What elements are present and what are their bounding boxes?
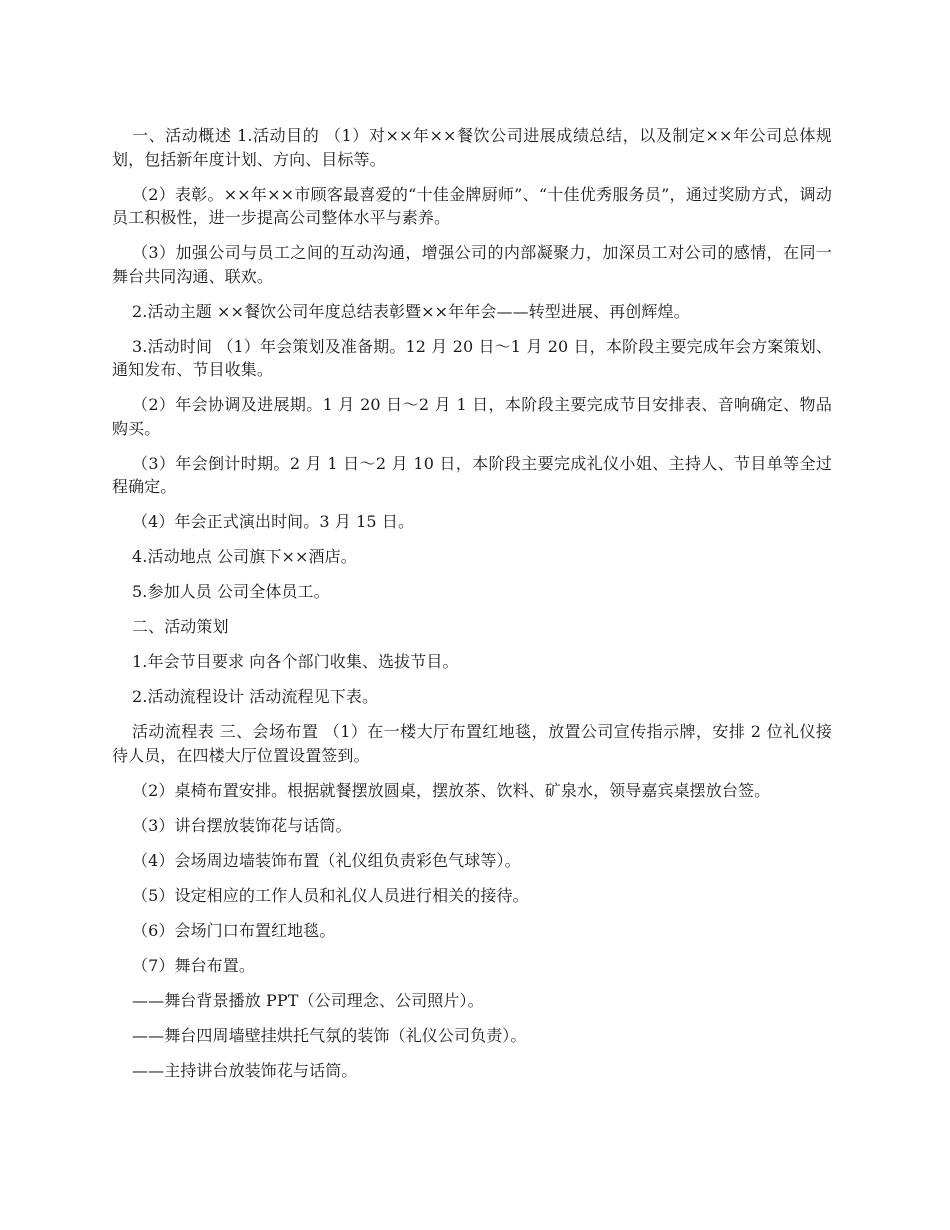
paragraph-venue-5: （5）设定相应的工作人员和礼仪人员进行相关的接待。 xyxy=(132,885,529,905)
paragraph-theme: 2.活动主题 ××餐饮公司年度总结表彰暨××年年会——转型进展、再创辉煌。 xyxy=(132,301,690,321)
paragraph-venue-7: （7）舞台布置。 xyxy=(132,955,255,975)
paragraph-purpose-2: （2）表彰。××年××市顾客最喜爱的“十佳金牌厨师”、“十佳优秀服务员”，通过奖励方式，调动员工积极性，进一步提高公司整体水平与素养。 xyxy=(112,184,832,227)
paragraph-stage-podium: ——主持讲台放装饰花与话筒。 xyxy=(132,1060,358,1080)
paragraph-location: 4.活动地点 公司旗下××酒店。 xyxy=(132,547,357,566)
paragraph-participants: 5.参加人员 公司全体员工。 xyxy=(132,582,330,601)
paragraph-stage-background: ——舞台背景播放 PPT（公司理念、公司照片）。 xyxy=(132,990,484,1010)
paragraph-venue-2: （2）桌椅布置安排。根据就餐摆放圆桌，摆放茶、饮料、矿泉水，领导嘉宾桌摆放台签。 xyxy=(132,780,771,800)
paragraph-venue-4: （4）会场周边墙装饰布置（礼仪组负责彩色气球等）。 xyxy=(132,850,521,870)
paragraph-time-4: （4）年会正式演出时间。3 月 15 日。 xyxy=(132,512,415,531)
paragraph-time-3: （3）年会倒计时期。2 月 1 日～2 月 10 日，本阶段主要完成礼仪小姐、主持人、节目单等全过程确定。 xyxy=(112,453,832,496)
paragraph-venue-6: （6）会场门口布置红地毯。 xyxy=(132,920,336,940)
paragraph-time-1: 3.活动时间 （1）年会策划及准备期。12 月 20 日～1 月 20 日，本阶段主要完成年会方案策划、通知发布、节目收集。 xyxy=(112,336,832,379)
section-heading-planning: 二、活动策划 xyxy=(132,617,229,636)
paragraph-flow-design: 2.活动流程设计 活动流程见下表。 xyxy=(132,687,379,706)
paragraph-time-2: （2）年会协调及进展期。1 月 20 日～2 月 1 日，本阶段主要完成节目安排表、音响确定、物品购买。 xyxy=(112,395,832,438)
paragraph-overview-purpose-1: 一、活动概述 1.活动目的 （1）对××年××餐饮公司进展成绩总结，以及制定××年公司总体规划，包括新年度计划、方向、目标等。 xyxy=(112,126,832,169)
paragraph-venue-3: （3）讲台摆放装饰花与话筒。 xyxy=(132,815,352,835)
paragraph-program-requirements: 1.年会节目要求 向各个部门收集、选拔节目。 xyxy=(132,652,459,671)
document-page xyxy=(112,124,832,1094)
paragraph-venue-1: 活动流程表 三、会场布置 （1）在一楼大厅布置红地毯，放置公司宣传指示牌，安排 2 位礼仪接待人员，在四楼大厅位置设置签到。 xyxy=(112,722,832,765)
paragraph-purpose-3: （3）加强公司与员工之间的互动沟通，增强公司的内部凝聚力，加深员工对公司的感情，在同一舞台共同沟通、联欢。 xyxy=(112,243,832,286)
paragraph-stage-decoration: ——舞台四周墙壁挂烘托气氛的装饰（礼仪公司负责）。 xyxy=(132,1025,527,1045)
